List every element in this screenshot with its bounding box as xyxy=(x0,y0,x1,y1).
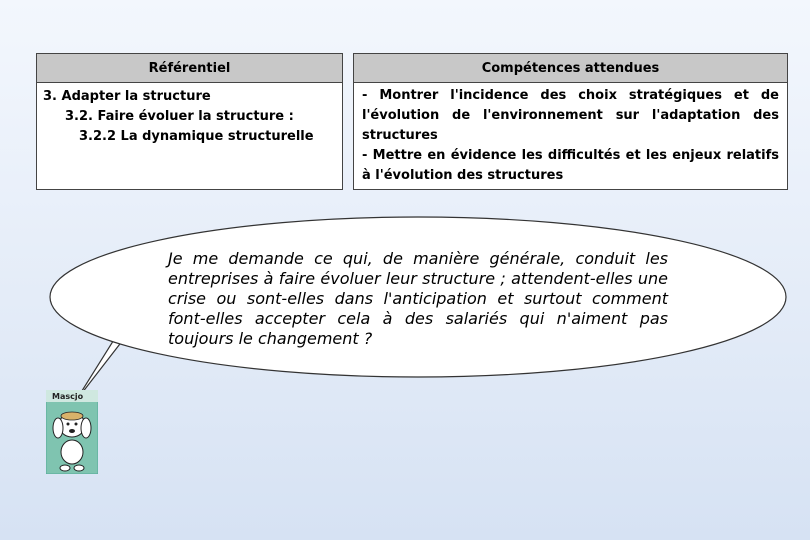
cartoon-dog-icon xyxy=(46,390,98,474)
competence-item-2: - Mettre en évidence les difficultés et les enjeux relatifs à l'évolution des structures xyxy=(362,148,779,183)
speech-bubble-text: Je me demande ce qui, de manière générale, conduit les entreprises à faire évoluer leur structure ; attendent-elles une crise ou sont-elles dans l'anticipation et surtout comment font-elles accepter cela à des salariés qui n'aiment pas toujours le changement ? xyxy=(168,249,668,348)
header-competences: Compétences attendues xyxy=(354,54,788,83)
competence-item-1: - Montrer l'incidence des choix stratégiques et de l'évolution de l'environnement sur l'adaptation des structures xyxy=(362,88,779,143)
mascot-label: Mascjo xyxy=(52,392,84,401)
header-referentiel: Référentiel xyxy=(37,54,343,83)
referentiel-line-3: 3.2.2 La dynamique structurelle xyxy=(79,129,314,144)
referentiel-line-1: 3. Adapter la structure xyxy=(43,89,211,104)
referentiel-line-2: 3.2. Faire évoluer la structure : xyxy=(65,109,294,124)
